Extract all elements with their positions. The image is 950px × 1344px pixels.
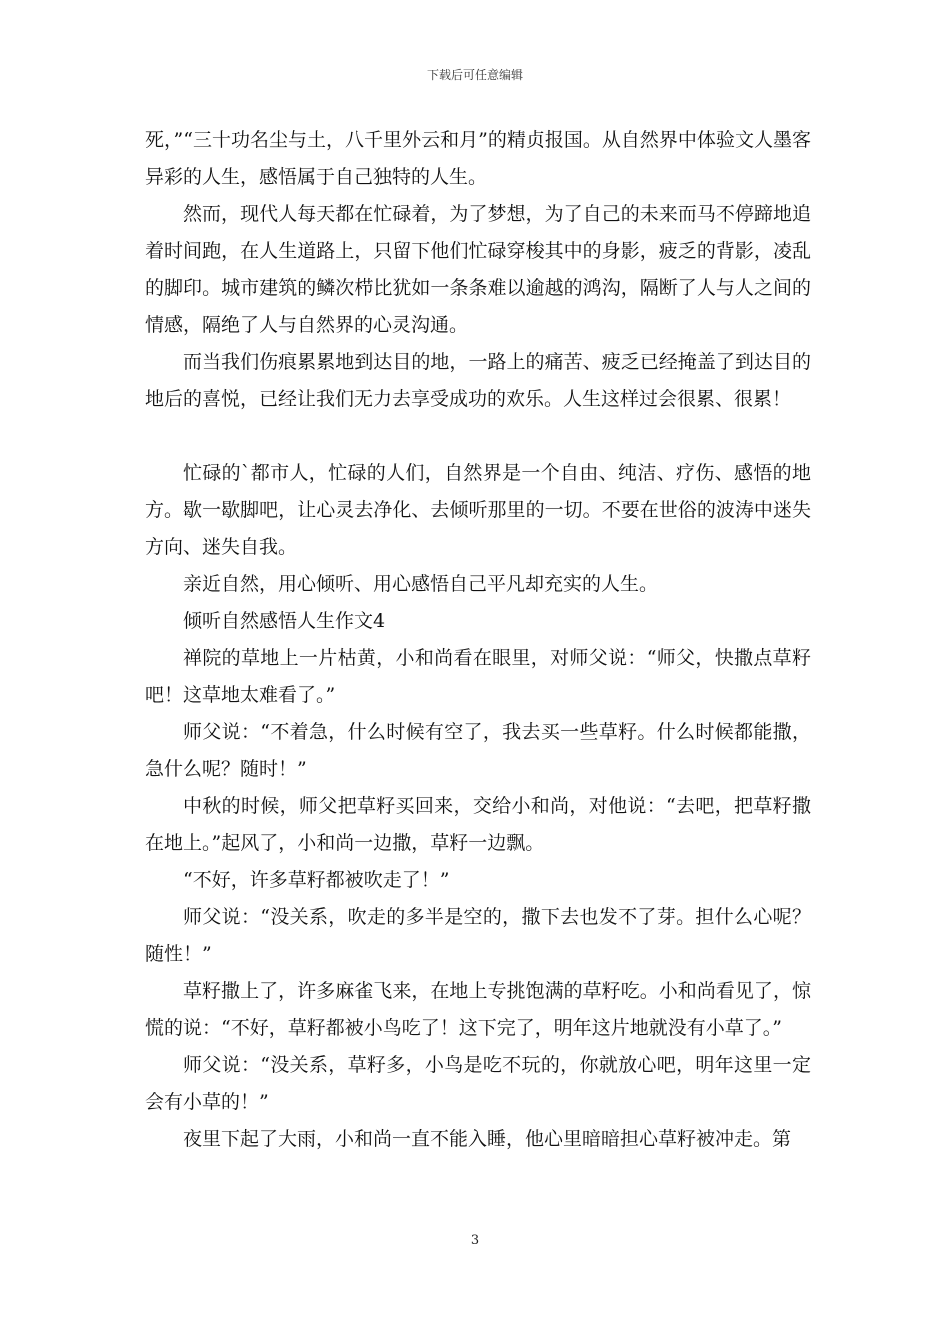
paragraph: 亲近自然，用心倾听、用心感悟自己平凡却充实的人生。 (183, 573, 659, 595)
page-header: 下载后可任意编辑 (426, 68, 523, 82)
paragraph: 死，”“三十功名尘与土，八千里外云和月”的精贞报国。从自然界中体验文人墨客异彩的人生，感悟属于自己独特的人生。 (145, 129, 811, 188)
paragraph: 师父说：“没关系，草籽多，小鸟是吃不玩的，你就放心吧，明年这里一定会有小草的！” (145, 1054, 811, 1113)
paragraph-gap (145, 418, 811, 455)
paragraph: 师父说：“不着急，什么时候有空了，我去买一些草籽。什么时候都能撒，急什么呢？随时！” (145, 721, 811, 780)
paragraph: 忙碌的`都市人，忙碌的人们，自然界是一个自由、纯洁、疗伤、感悟的地方。歇一歇脚吧，让心灵去净化、去倾听那里的一切。不要在世俗的波涛中迷失方向、迷失自我。 (145, 462, 811, 558)
paragraph: 然而，现代人每天都在忙碌着，为了梦想，为了自己的未来而马不停蹄地追着时间跑，在人生道路上，只留下他们忙碌穿梭其中的身影，疲乏的背影，凌乱的脚印。城市建筑的鳞次栉比犹如一条条难以逾越的鸿沟，隔断了人与人之间的情感，隔绝了人与自然界的心灵沟通。 (145, 203, 811, 336)
paragraph: 夜里下起了大雨，小和尚一直不能入睡，他心里暗暗担心草籽被冲走。第 (183, 1128, 792, 1150)
paragraph: 中秋的时候，师父把草籽买回来，交给小和尚，对他说：“去吧，把草籽撒在地上。”起风了，小和尚一边撒，草籽一边飘。 (145, 795, 811, 854)
paragraph: 而当我们伤痕累累地到达目的地，一路上的痛苦、疲乏已经掩盖了到达目的地后的喜悦，已经让我们无力去享受成功的欢乐。人生这样过会很累、很累！ (145, 351, 811, 410)
document-body (145, 122, 811, 1158)
paragraph: 草籽撒上了，许多麻雀飞来，在地上专挑饱满的草籽吃。小和尚看见了，惊慌的说：“不好，草籽都被小鸟吃了！这下完了，明年这片地就没有小草了。” (145, 980, 811, 1039)
paragraph: 禅院的草地上一片枯黄，小和尚看在眼里，对师父说：“师父，快撒点草籽吧！这草地太难看了。” (145, 647, 811, 706)
paragraph: 师父说：“没关系，吹走的多半是空的，撒下去也发不了芽。担什么心呢？随性！” (145, 906, 811, 965)
page-number: 3 (470, 1233, 480, 1248)
paragraph: “不好，许多草籽都被吹走了！” (183, 869, 450, 891)
section-title: 倾听自然感悟人生作文4 (183, 610, 386, 632)
